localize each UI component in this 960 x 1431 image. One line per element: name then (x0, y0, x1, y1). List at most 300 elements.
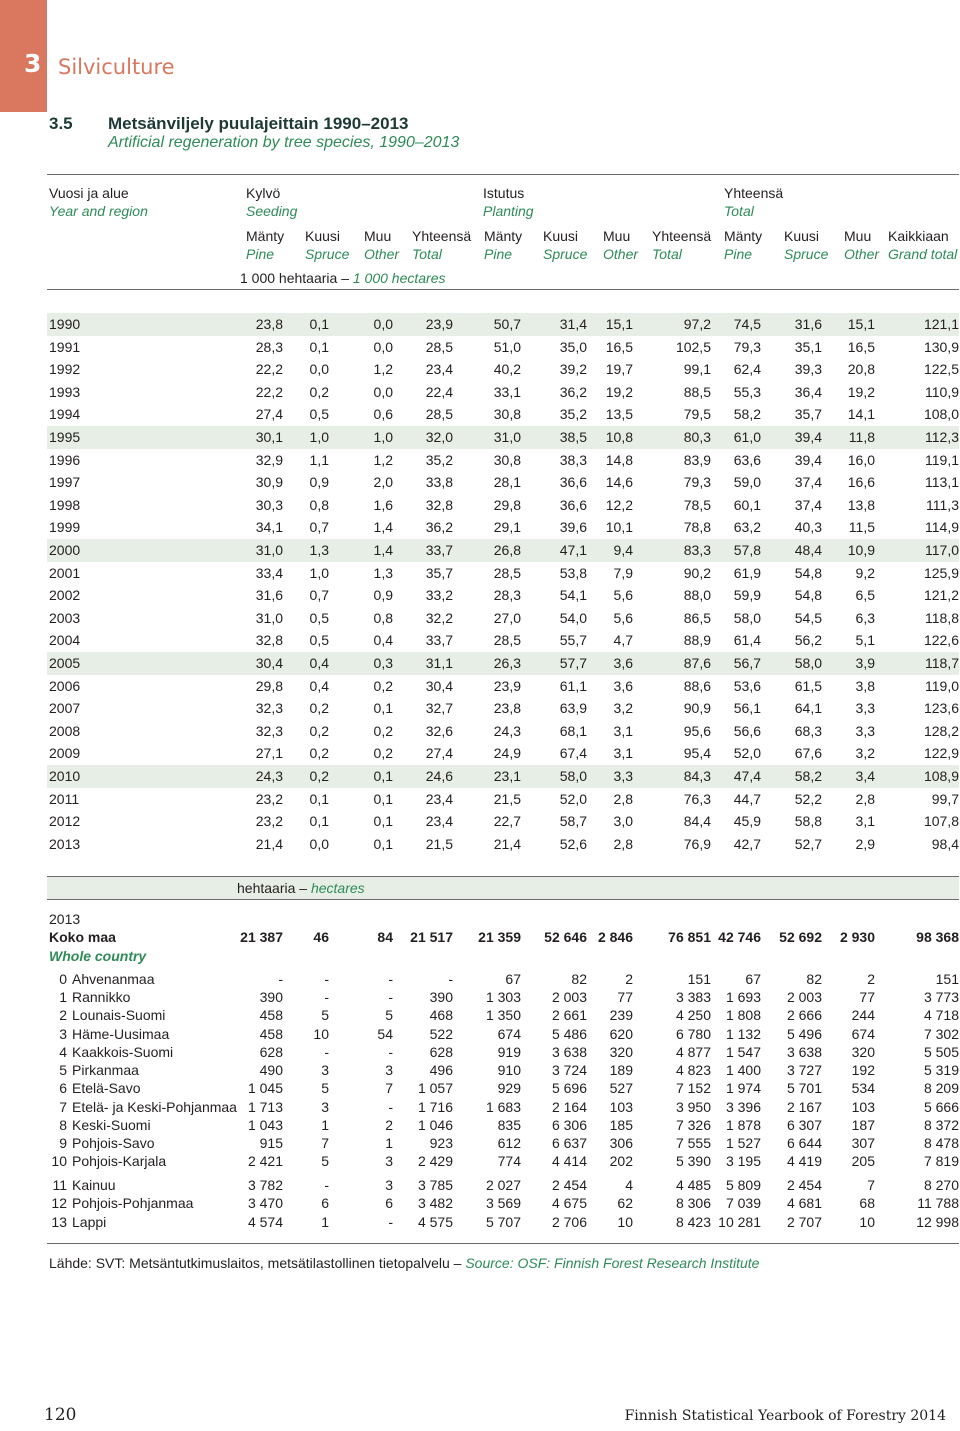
table-cell: 122,5 (923, 361, 959, 378)
table-cell: 5 (385, 1007, 393, 1023)
table-cell: 12,2 (605, 496, 633, 513)
table-cell: 111,3 (926, 496, 959, 513)
table-cell: 1 057 (417, 1080, 453, 1096)
unit-label-1-en: 1 000 hectares (352, 270, 446, 286)
table-cell: 7 (867, 1177, 875, 1193)
table-cell: 40,3 (794, 519, 822, 536)
table-row-1993 (47, 381, 959, 404)
table-cell: 3,2 (855, 745, 875, 762)
table-cell: 28,3 (493, 587, 521, 604)
table-cell: 14,1 (847, 406, 875, 423)
table-cell: 7 302 (923, 1025, 959, 1042)
table-cell: 0,2 (309, 383, 329, 400)
table-cell: 23,8 (255, 316, 283, 332)
table-cell: 1,3 (373, 564, 393, 581)
table-cell: - (324, 1044, 329, 1060)
table-cell: 1,3 (309, 542, 329, 558)
table-cell: 8 478 (923, 1135, 959, 1151)
table-row-2004 (47, 629, 959, 652)
table-cell: 5 390 (675, 1153, 711, 1169)
table-cell: 84,3 (683, 768, 711, 784)
table-cell: 7 (385, 1080, 393, 1096)
table-cell: 28,5 (493, 632, 521, 649)
table-cell: 33,2 (425, 587, 453, 604)
table-cell: 31,0 (255, 542, 283, 558)
region-number: 10 (51, 1153, 67, 1169)
region-name: Etelä- ja Keski-Pohjanmaa (72, 1098, 237, 1115)
table-cell: 35,7 (794, 406, 822, 423)
table-cell: 7 039 (725, 1195, 761, 1211)
table-cell: 628 (429, 1044, 453, 1060)
region-number: 12 (51, 1195, 67, 1211)
table-cell: 102,5 (675, 338, 711, 355)
table-cell: 527 (609, 1080, 633, 1096)
table-cell: 2 454 (786, 1177, 822, 1193)
table-cell: 5,6 (613, 609, 633, 626)
table-cell: 6,3 (855, 609, 875, 626)
table-cell: 67 (745, 971, 761, 987)
header-col-4-en: Pine (484, 246, 513, 262)
region-name: Kainuu (72, 1177, 116, 1193)
table-cell: 31,1 (425, 655, 453, 671)
table-cell: 63,2 (733, 519, 761, 536)
table-cell: 1,0 (373, 429, 393, 445)
table-cell: 0,0 (373, 338, 393, 355)
table-cell: 52,0 (559, 790, 587, 807)
table-cell: 3 638 (551, 1044, 587, 1060)
table-cell: 33,7 (425, 632, 453, 649)
table-cell: 5 (321, 1080, 329, 1096)
row-label: 1998 (49, 496, 81, 513)
table-cell: 35,2 (559, 406, 587, 423)
table-cell: 31,6 (794, 316, 822, 332)
unit-label-1-fi: 1 000 hehtaaria – (240, 270, 349, 286)
table-cell: 674 (497, 1025, 521, 1042)
table-cell: 23,4 (425, 790, 453, 807)
table-cell: 5,1 (855, 632, 875, 649)
table-cell: 4 823 (675, 1062, 711, 1078)
table-cell: 23,2 (255, 790, 283, 807)
table-cell: 3 396 (725, 1098, 761, 1115)
table-cell: 390 (259, 989, 283, 1005)
table-cell: 3 383 (675, 989, 711, 1005)
table-cell: 320 (609, 1044, 633, 1060)
table-cell: 1,2 (373, 361, 393, 378)
row-label: 2001 (49, 564, 81, 581)
table-cell: - (278, 971, 283, 987)
table-cell: 74,5 (733, 316, 761, 332)
table-cell: 21 359 (478, 929, 521, 945)
table-cell: 1 046 (417, 1116, 453, 1133)
table-cell: 1 043 (247, 1116, 283, 1133)
region-name: Pohjois-Karjala (72, 1153, 167, 1169)
table-cell: 52,0 (733, 745, 761, 762)
table-cell: 58,0 (794, 655, 822, 671)
table-cell: 83,3 (683, 542, 711, 558)
row-label: 1993 (49, 383, 81, 400)
header-region-en: Year and region (49, 203, 148, 219)
table-cell: 306 (609, 1135, 633, 1151)
table-cell: 1 974 (725, 1080, 761, 1096)
table-cell: 3,3 (855, 722, 875, 739)
table-cell: 35,0 (559, 338, 587, 355)
row-label: 2009 (49, 745, 81, 762)
row-label: 2012 (49, 813, 81, 830)
table-cell: 123,6 (923, 700, 959, 717)
table-cell: 0,1 (373, 700, 393, 717)
header-group-seeding-fi: Kylvö (246, 185, 281, 201)
table-cell: 56,7 (733, 655, 761, 671)
table-cell: 21,4 (493, 835, 521, 852)
header-bottom-rule (47, 289, 959, 290)
table-cell: 52,7 (794, 835, 822, 852)
table-cell: 107,8 (923, 813, 959, 830)
header-col-5-fi: Kuusi (543, 228, 579, 244)
table-cell: 6 644 (786, 1135, 822, 1151)
table-cell: - (388, 1044, 393, 1060)
table-row-1997 (47, 471, 959, 494)
table-cell: 21 517 (410, 929, 453, 945)
table-cell: 0,9 (309, 474, 329, 491)
table-cell: 3,1 (613, 722, 633, 739)
table-cell: 63,6 (733, 451, 761, 468)
table-cell: 6 307 (786, 1116, 822, 1133)
table-cell: 61,9 (733, 564, 761, 581)
table-cell: 21,5 (493, 790, 521, 807)
table-cell: 19,2 (847, 383, 875, 400)
table-cell: 187 (851, 1116, 875, 1133)
table-cell: 4 718 (923, 1007, 959, 1023)
header-group-seeding-en: Seeding (246, 203, 298, 219)
region-row-11 (47, 1177, 959, 1195)
table-cell: 30,8 (493, 406, 521, 423)
table-cell: 64,1 (794, 700, 822, 717)
unit-label-1 (240, 269, 446, 287)
table-cell: 4 (625, 1177, 633, 1193)
table-cell: 192 (851, 1062, 875, 1078)
table-cell: 35,1 (794, 338, 822, 355)
table-cell: 2 (625, 971, 633, 987)
table-cell: 0,6 (373, 406, 393, 423)
book-title: Finnish Statistical Yearbook of Forestry 2014 (624, 1408, 946, 1424)
table-cell: 82 (806, 971, 822, 987)
table-cell: 32,3 (255, 722, 283, 739)
table-cell: 45,9 (733, 813, 761, 830)
table-cell: 1 547 (725, 1044, 761, 1060)
table-cell: 2 421 (247, 1153, 283, 1169)
table-cell: 57,7 (559, 655, 587, 671)
header-col-8-fi: Mänty (724, 228, 763, 244)
table-cell: 103 (609, 1098, 633, 1115)
table-cell: 54,8 (794, 587, 822, 604)
table-cell: 0,3 (373, 655, 393, 671)
table-cell: 1 693 (725, 989, 761, 1005)
table-cell: 21,5 (425, 835, 453, 852)
table-cell: 3 724 (551, 1062, 587, 1078)
table-cell: - (324, 989, 329, 1005)
table-row-2010 (47, 765, 959, 788)
table-cell: 19,2 (605, 383, 633, 400)
source-fi: Lähde: SVT: Metsäntutkimuslaitos, metsätilastollinen tietopalvelu – (49, 1255, 462, 1271)
table-cell: 522 (429, 1025, 453, 1042)
table-cell: 83,9 (683, 451, 711, 468)
table-cell: 88,6 (683, 677, 711, 694)
table-cell: 239 (609, 1007, 633, 1023)
region-number: 5 (59, 1062, 67, 1078)
table-cell: 98 368 (916, 929, 959, 945)
table-cell: 58,2 (794, 768, 822, 784)
table-cell: 16,6 (847, 474, 875, 491)
whole-country-fi: Koko maa (49, 929, 116, 945)
table-cell: - (388, 1098, 393, 1115)
table-cell: 67,4 (559, 745, 587, 762)
table-row-2008 (47, 720, 959, 743)
table-cell: 2 164 (551, 1098, 587, 1115)
table-cell: 33,7 (425, 542, 453, 558)
table-cell: 57,8 (733, 542, 761, 558)
table-cell: 8 209 (923, 1080, 959, 1096)
table-row-1999 (47, 516, 959, 539)
row-label: 1999 (49, 519, 81, 536)
table-cell: 3 782 (247, 1177, 283, 1193)
region-row-6 (47, 1080, 959, 1098)
table-cell: 0,5 (309, 609, 329, 626)
table-row-1998 (47, 494, 959, 517)
table-cell: 8 270 (923, 1177, 959, 1193)
table-cell: 121,2 (923, 587, 959, 604)
table-cell: 16,5 (605, 338, 633, 355)
table-title-en: Artificial regeneration by tree species, 1990–2013 (108, 134, 460, 151)
table-cell: 3 773 (923, 989, 959, 1005)
table-cell: 52 692 (779, 929, 822, 945)
table-cell: 61,0 (733, 429, 761, 445)
table-cell: 3,9 (855, 655, 875, 671)
table-cell: 32,6 (425, 722, 453, 739)
table-cell: 30,4 (425, 677, 453, 694)
row-label: 2011 (49, 790, 80, 807)
table-cell: 24,9 (493, 745, 521, 762)
table-cell: 23,9 (425, 316, 453, 332)
table-cell: 8 306 (675, 1195, 711, 1211)
table-cell: 6,5 (855, 587, 875, 604)
table-cell: 27,1 (255, 745, 283, 762)
table-cell: 63,9 (559, 700, 587, 717)
row-label: 1990 (49, 316, 81, 332)
table-cell: 30,3 (255, 496, 283, 513)
region-name: Pirkanmaa (72, 1062, 139, 1078)
row-label: 2003 (49, 609, 81, 626)
header-col-10-en: Other (844, 246, 880, 262)
table-cell: 62,4 (733, 361, 761, 378)
row-label: 2006 (49, 677, 81, 694)
table-cell: 0,5 (309, 406, 329, 423)
region-number: 3 (59, 1025, 67, 1042)
table-cell: 27,4 (425, 745, 453, 762)
table-cell: 99,7 (931, 790, 959, 807)
table-cell: 0,5 (309, 632, 329, 649)
header-col-2-fi: Muu (364, 228, 392, 244)
table-cell: 15,1 (847, 316, 875, 332)
table-cell: 16,5 (847, 338, 875, 355)
region-row-1 (47, 989, 959, 1007)
region-number: 8 (59, 1116, 67, 1133)
table-cell: 103 (851, 1098, 875, 1115)
header-col-6-fi: Muu (603, 228, 631, 244)
row-label: 2005 (49, 655, 81, 671)
header-col-11-fi: Kaikkiaan (888, 228, 949, 244)
region-name: Ahvenanmaa (72, 971, 155, 987)
table-cell: 12 998 (916, 1213, 959, 1230)
table-cell: 5 666 (923, 1098, 959, 1115)
header-col-3-en: Total (412, 246, 442, 262)
table-cell: 39,6 (559, 519, 587, 536)
table-cell: 3 (321, 1098, 329, 1115)
table-cell: - (388, 989, 393, 1005)
region-name: Lappi (72, 1213, 107, 1230)
table-cell: 55,3 (733, 383, 761, 400)
table-cell: 151 (935, 971, 959, 987)
table-cell: 122,6 (923, 632, 959, 649)
table-cell: 5 496 (786, 1025, 822, 1042)
table-cell: 34,1 (255, 519, 283, 536)
table-cell: 35,2 (425, 451, 453, 468)
table-cell: 4,7 (613, 632, 633, 649)
table-cell: 10,8 (605, 429, 633, 445)
table-cell: 0,1 (309, 813, 329, 830)
table-cell: 22,2 (255, 361, 283, 378)
table-cell: 56,2 (794, 632, 822, 649)
table-cell: 113,1 (925, 474, 959, 491)
table-cell: 16,0 (847, 451, 875, 468)
table-cell: 39,4 (794, 451, 822, 468)
table-cell: 0,1 (373, 835, 393, 852)
table-cell: 307 (851, 1135, 875, 1151)
table-cell: 6 (321, 1195, 329, 1211)
unit-label-2 (237, 880, 365, 897)
table-row-1990 (47, 313, 959, 336)
table-cell: 923 (429, 1135, 453, 1151)
table-cell: 36,2 (559, 383, 587, 400)
table-cell: 3 950 (675, 1098, 711, 1115)
table-cell: 490 (259, 1062, 283, 1078)
region-number: 13 (51, 1213, 67, 1230)
table-cell: 1 045 (247, 1080, 283, 1096)
table-cell: 2,9 (855, 835, 875, 852)
table-cell: 0,2 (373, 745, 393, 762)
table-cell: 7 819 (923, 1153, 959, 1169)
table-cell: 30,4 (255, 655, 283, 671)
table-cell: 33,1 (493, 383, 521, 400)
table-cell: 0,4 (309, 655, 329, 671)
table-row-1996 (47, 449, 959, 472)
region-row-3 (47, 1026, 959, 1044)
region-name: Pohjois-Pohjanmaa (72, 1195, 194, 1211)
table-cell: 0,8 (373, 609, 393, 626)
row-label: 2008 (49, 722, 81, 739)
table-cell: 31,0 (493, 429, 521, 445)
header-col-9-fi: Kuusi (784, 228, 820, 244)
table-cell: 10 (859, 1213, 875, 1230)
table-cell: 6 780 (675, 1025, 711, 1042)
table-cell: 620 (609, 1025, 633, 1042)
table-number: 3.5 (49, 114, 73, 133)
table-cell: 3 (385, 1153, 393, 1169)
header-col-9-en: Spruce (784, 246, 829, 262)
table-cell: 7 555 (675, 1135, 711, 1151)
table-cell: 5 696 (551, 1080, 587, 1096)
table-cell: 10,1 (605, 519, 633, 536)
table-cell: 99,1 (683, 361, 711, 378)
table-cell: 3 569 (485, 1195, 521, 1211)
table-cell: 2 707 (786, 1213, 822, 1230)
region-name: Pohjois-Savo (72, 1135, 155, 1151)
header-col-4-fi: Mänty (484, 228, 523, 244)
table-cell: 31,4 (559, 316, 587, 332)
header-col-3-fi: Yhteensä (412, 228, 472, 244)
table-top-rule (47, 174, 959, 175)
table-cell: 3 (385, 1177, 393, 1193)
unit-label-2-en: hectares (310, 880, 365, 896)
table-cell: 22,4 (425, 383, 453, 400)
table-cell: 390 (429, 989, 453, 1005)
table-row-1991 (47, 336, 959, 359)
table-cell: 1 303 (485, 989, 521, 1005)
table-cell: 8 372 (923, 1116, 959, 1133)
table-cell: 11,8 (848, 429, 875, 445)
table-cell: 6 (385, 1195, 393, 1211)
table-cell: 58,0 (559, 768, 587, 784)
table-cell: 122,9 (923, 745, 959, 762)
table-cell: 628 (259, 1044, 283, 1060)
table-cell: 50,7 (493, 316, 521, 332)
region-number: 11 (52, 1177, 67, 1193)
table-cell: 61,1 (559, 677, 587, 694)
table-cell: 24,6 (425, 768, 453, 784)
table-cell: 60,1 (733, 496, 761, 513)
table-cell: 1 (385, 1135, 393, 1151)
table-cell: 919 (497, 1044, 521, 1060)
region-number: 0 (59, 971, 67, 987)
table-row-2012 (47, 810, 959, 833)
table-cell: 32,3 (255, 700, 283, 717)
table-cell: 68,1 (559, 722, 587, 739)
table-cell: 3 195 (725, 1153, 761, 1169)
table-cell: 2,8 (855, 790, 875, 807)
table-cell: 3 727 (786, 1062, 822, 1078)
table-cell: 37,4 (794, 496, 822, 513)
table-cell: 15,1 (605, 316, 633, 332)
table-cell: 2 (385, 1116, 393, 1133)
table-cell: 13,8 (847, 496, 875, 513)
table-cell: 119,0 (925, 677, 959, 694)
region-number: 2 (59, 1007, 67, 1023)
region-name: Keski-Suomi (72, 1116, 151, 1133)
region-row-4 (47, 1044, 959, 1062)
table-cell: 76,3 (683, 790, 711, 807)
table-cell: 2 (867, 971, 875, 987)
table-cell: 42,7 (733, 835, 761, 852)
table-cell: 76,9 (683, 835, 711, 852)
table-cell: 90,2 (683, 564, 711, 581)
table-cell: 61,4 (733, 632, 761, 649)
region-row-9 (47, 1135, 959, 1153)
table-cell: 4 485 (675, 1177, 711, 1193)
table-cell: 534 (851, 1080, 875, 1096)
table-cell: 47,1 (559, 542, 587, 558)
table-cell: 53,6 (733, 677, 761, 694)
table-cell: 39,2 (559, 361, 587, 378)
table-cell: 32,2 (425, 609, 453, 626)
